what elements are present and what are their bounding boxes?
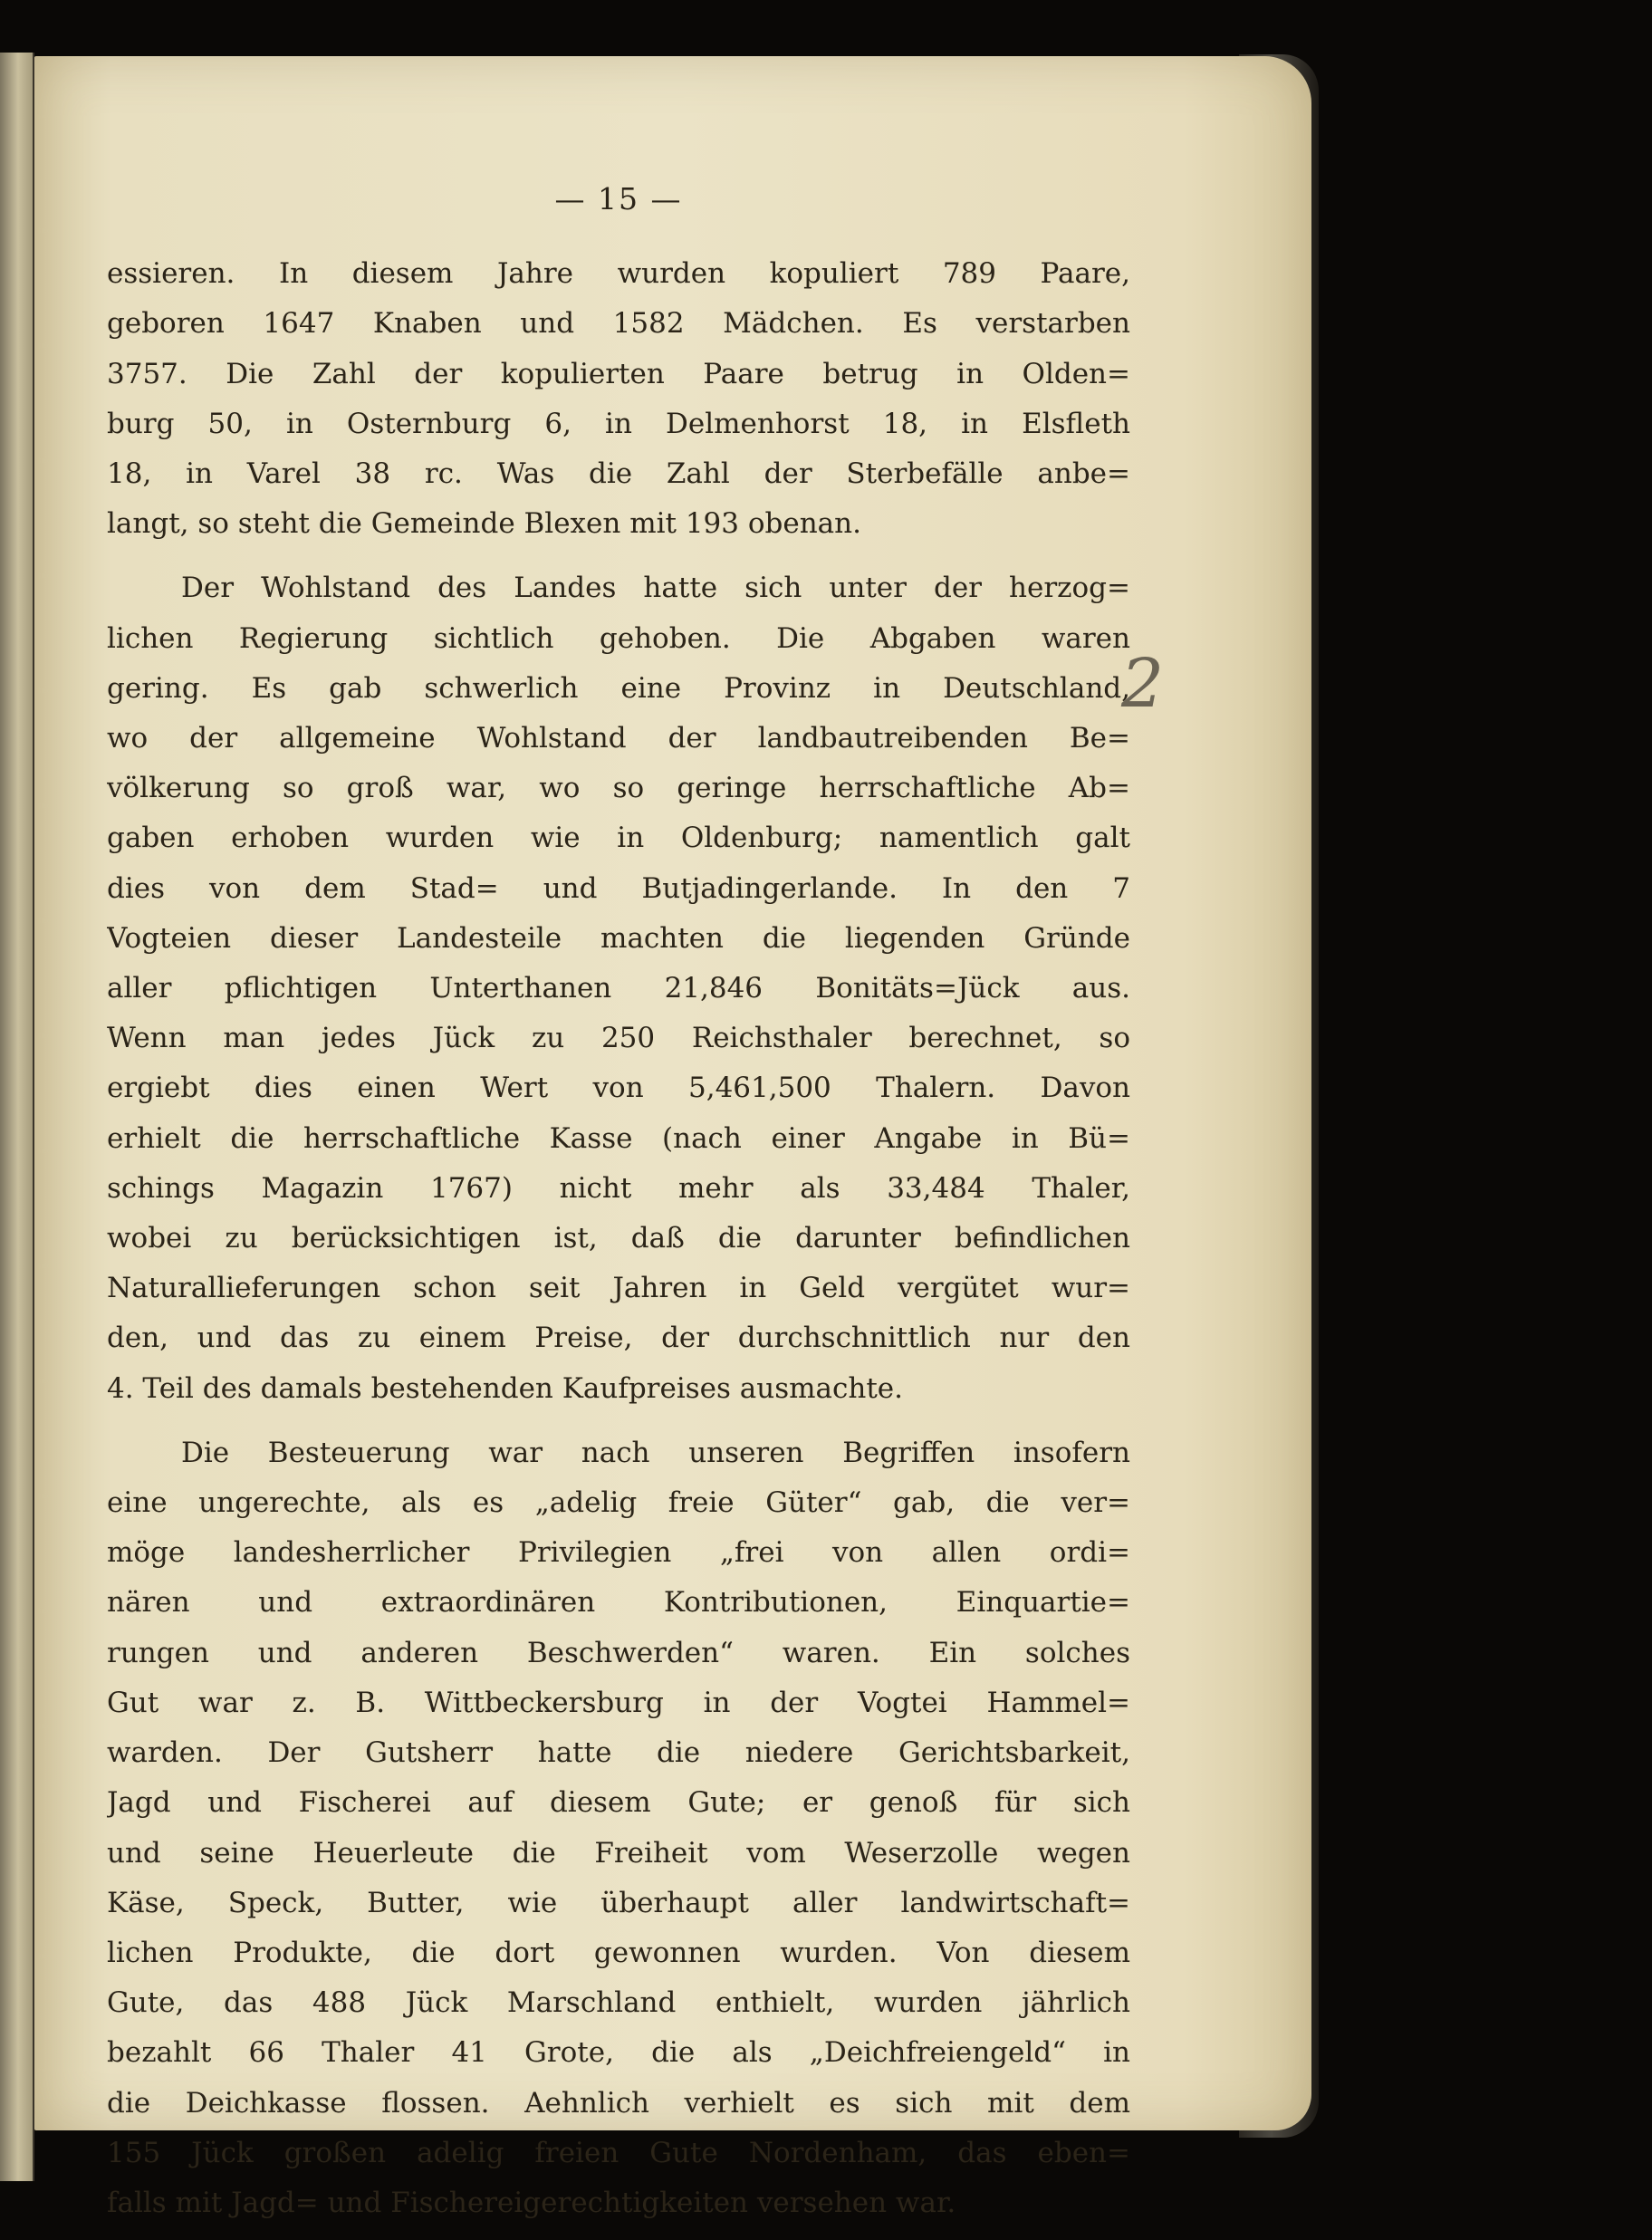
text-line: den, und das zu einem Preise, der durchschnittlich nur den — [107, 1322, 1130, 1355]
text-line: und seine Heuerleute die Freiheit vom Weserzolle wegen — [107, 1836, 1130, 1870]
text-line: lichen Regierung sichtlich gehoben. Die Abgaben waren — [107, 621, 1130, 655]
text-line: bezahlt 66 Thaler 41 Grote, die als „Deichfreiengeld“ in — [107, 2036, 1130, 2070]
text-line: Wenn man jedes Jück zu 250 Reichsthaler berechnet, so — [107, 1022, 1130, 1055]
text-line: dies von dem Stad= und Butjadingerlande. In den 7 — [107, 871, 1130, 905]
text-line: erhielt die herrschaftliche Kasse (nach einer Angabe in Bü= — [107, 1121, 1130, 1155]
text-line: ergiebt dies einen Wert von 5,461,500 Thalern. Davon — [107, 1072, 1130, 1105]
text-line: die Deichkasse flossen. Aehnlich verhielt es sich mit dem — [107, 2086, 1130, 2120]
margin-annotation: 2 — [1121, 645, 1165, 723]
text-line: Gute, das 488 Jück Marschland enthielt, wurden jährlich — [107, 1986, 1130, 2020]
text-line: Naturallieferungen schon seit Jahren in Geld vergütet wur= — [107, 1272, 1130, 1305]
paragraph — [107, 1428, 1130, 2228]
text-line: möge landesherrlicher Privilegien „frei von allen ordi= — [107, 1536, 1130, 1570]
paragraph — [107, 249, 1130, 549]
text-line: nären und extraordinären Kontributionen, Einquartie= — [107, 1586, 1130, 1620]
text-line: 4. Teil des damals bestehenden Kaufpreises ausmachte. — [107, 1371, 903, 1405]
book-page — [34, 56, 1311, 2219]
text-line: wo der allgemeine Wohlstand der landbautreibenden Be= — [107, 722, 1130, 755]
text-line: schings Magazin 1767) nicht mehr als 33,484 Thaler, — [107, 1171, 1130, 1205]
text-line: langt, so steht die Gemeinde Blexen mit 193 obenan. — [107, 507, 861, 541]
text-line: gaben erhoben wurden wie in Oldenburg; namentlich galt — [107, 822, 1130, 855]
text-line: 3757. Die Zahl der kopulierten Paare betrug in Olden= — [107, 357, 1130, 390]
text-line: rungen und anderen Beschwerden“ waren. Ein solches — [107, 1636, 1130, 1669]
text-line: Die Besteuerung war nach unseren Begriffen insofern — [181, 1436, 1130, 1469]
text-line: 18, in Varel 38 rc. Was die Zahl der Sterbefälle anbe= — [107, 457, 1130, 491]
previous-page-edge — [0, 53, 34, 2181]
text-line: gering. Es gab schwerlich eine Provinz in Deutschland, — [107, 671, 1130, 705]
text-line: falls mit Jagd= und Fischereigerechtigkeiten versehen war. — [107, 2186, 956, 2219]
page-text — [107, 174, 1130, 2228]
text-line: 155 Jück großen adelig freien Gute Nordenham, das eben= — [107, 2136, 1130, 2169]
text-line: Vogteien dieser Landesteile machten die liegenden Gründe — [107, 921, 1130, 955]
text-line: essieren. In diesem Jahre wurden kopuliert 789 Paare, — [107, 257, 1130, 291]
text-line: Gut war z. B. Wittbeckersburg in der Vogtei Hammel= — [107, 1686, 1130, 1719]
text-line: burg 50, in Osternburg 6, in Delmenhorst 18, in Elsfleth — [107, 407, 1130, 440]
text-line: eine ungerechte, als es „adelig freie Güter“ gab, die ver= — [107, 1486, 1130, 1520]
paragraph — [107, 563, 1130, 1413]
text-line: Jagd und Fischerei auf diesem Gute; er genoß für sich — [107, 1786, 1130, 1820]
page-number: — 15 — — [554, 181, 683, 216]
text-line: geboren 1647 Knaben und 1582 Mädchen. Es verstarben — [107, 307, 1130, 341]
text-line: lichen Produkte, die dort gewonnen wurden. Von diesem — [107, 1936, 1130, 1969]
text-line: wobei zu berücksichtigen ist, daß die darunter befindlichen — [107, 1222, 1130, 1255]
text-line: Der Wohlstand des Landes hatte sich unter der herzog= — [181, 572, 1130, 605]
text-line: aller pflichtigen Unterthanen 21,846 Bonitäts=Jück aus. — [107, 972, 1130, 1005]
body-text — [107, 249, 1130, 2228]
text-line: warden. Der Gutsherr hatte die niedere Gerichtsbarkeit, — [107, 1736, 1130, 1770]
text-line: völkerung so groß war, wo so geringe herrschaftliche Ab= — [107, 772, 1130, 805]
text-line: Käse, Speck, Butter, wie überhaupt aller landwirtschaft= — [107, 1886, 1130, 1919]
